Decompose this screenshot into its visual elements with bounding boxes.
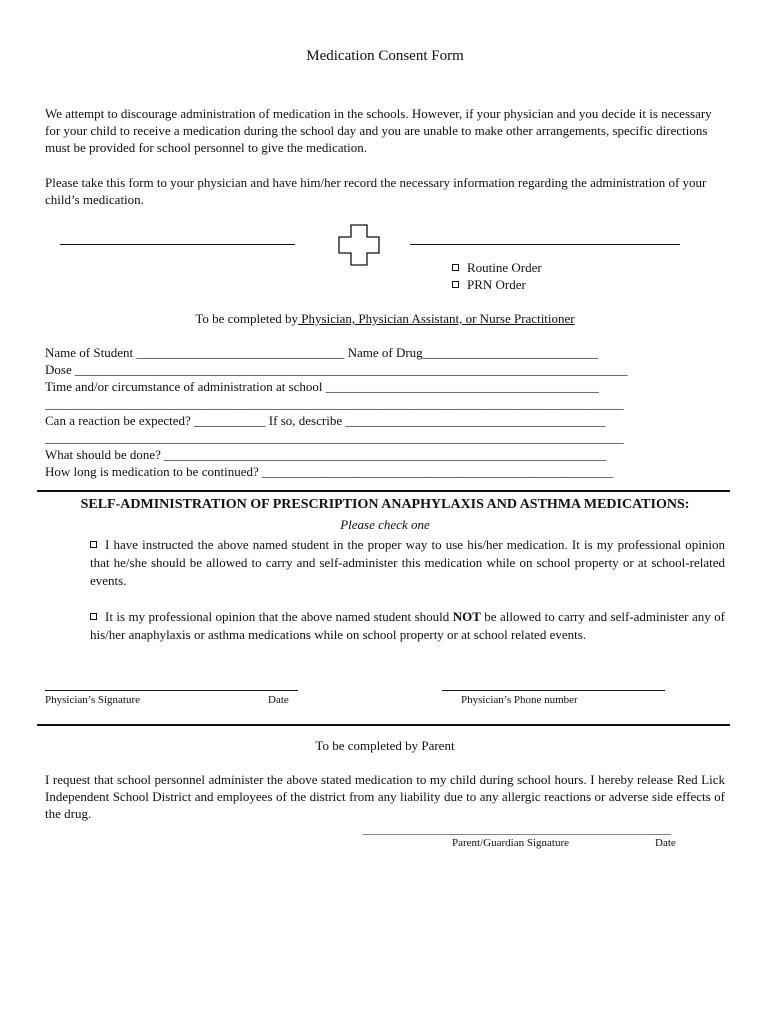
- student-drug-field[interactable]: Name of Student ________________________________ Name of Drug___________________________: [45, 345, 599, 360]
- physician-date-label: Date: [268, 694, 289, 706]
- self-admin-option-allowed[interactable]: [90, 536, 725, 590]
- routine-order-checkbox[interactable]: [452, 264, 459, 271]
- dose-field[interactable]: Dose _____________________________________________________________________________________: [45, 362, 628, 377]
- what-should-be-done-field[interactable]: What should be done? ____________________________________________________________________: [45, 447, 607, 462]
- parent-date-label: Date: [655, 837, 676, 849]
- self-admin-heading: SELF-ADMINISTRATION OF PRESCRIPTION ANAPHYLAXIS AND ASTHMA MEDICATIONS:: [80, 497, 690, 512]
- prn-order-label: PRN Order: [467, 277, 526, 292]
- routine-order-label: Routine Order: [467, 260, 542, 275]
- routine-order-option[interactable]: [452, 259, 542, 276]
- physician-phone-line[interactable]: [442, 690, 665, 691]
- option-not-allowed-text-a: It is my professional opinion that the above named student should: [105, 609, 453, 624]
- physician-signature-label: Physician’s Signature: [45, 694, 141, 706]
- option-allowed-text: I have instructed the above named student in the proper way to use his/her medication. It is my professional opinion that he/she should be allowed to carry and self-administer this medication while on school property or at school-related events.: [90, 537, 725, 588]
- prn-order-option[interactable]: [452, 276, 526, 293]
- time-circumstance-field[interactable]: Time and/or circumstance of administration at school __________________________________________: [45, 379, 599, 394]
- reaction-continuation[interactable]: _________________________________________________________________________________________: [45, 430, 624, 445]
- physician-section-who: Physician, Physician Assistant, or Nurse Practitioner: [298, 311, 575, 326]
- section-divider-2: [37, 724, 730, 726]
- self-admin-subheading: Please check one: [340, 517, 430, 532]
- parent-statement: I request that school personnel administer the above stated medication to my child during school hours. I hereby release Red Lick Independent School District and employees of the district from any liability due to any allergic reactions or adverse side effects of the drug.: [45, 772, 725, 821]
- physician-section-prefix: To be completed by: [195, 311, 299, 326]
- physician-signature-line[interactable]: [45, 690, 298, 691]
- option-not-allowed-checkbox[interactable]: [90, 613, 97, 620]
- form-title: Medication Consent Form: [306, 48, 464, 64]
- physician-section-heading: [0, 310, 770, 327]
- physician-phone-label: Physician’s Phone number: [461, 694, 578, 706]
- duration-field[interactable]: How long is medication to be continued? ______________________________________________________: [45, 464, 613, 479]
- physician-address-line[interactable]: [410, 244, 680, 245]
- parent-signature-label: Parent/Guardian Signature: [452, 837, 569, 849]
- reaction-field[interactable]: Can a reaction be expected? ___________ If so, describe ________________________________________: [45, 413, 606, 428]
- physician-name-line[interactable]: [60, 244, 295, 245]
- option-allowed-checkbox[interactable]: [90, 541, 97, 548]
- section-divider-1: [37, 490, 730, 492]
- parent-section-heading: To be completed by Parent: [315, 738, 455, 753]
- intro-paragraph-2: Please take this form to your physician and have him/her record the necessary information regarding the administration of your child’s medication.: [45, 175, 707, 207]
- time-circumstance-continuation[interactable]: _________________________________________________________________________________________: [45, 396, 624, 411]
- prn-order-checkbox[interactable]: [452, 281, 459, 288]
- medical-cross-icon: [338, 224, 380, 266]
- option-not-allowed-text-b: be allowed to carry and self-administer any of his/her anaphylaxis or asthma medications while on school property or at school related events.: [90, 609, 726, 642]
- parent-signature-line[interactable]: ________________________________________________________: [363, 824, 671, 836]
- self-admin-option-not-allowed[interactable]: [90, 608, 725, 644]
- option-not-emphasis: NOT: [452, 609, 481, 624]
- intro-paragraph-1: We attempt to discourage administration of medication in the schools. However, if your physician and you decide it is necessary for your child to receive a medication during the school day and you are unable to make other arrangements, specific directions must be provided for school personnel to give the medication.: [45, 106, 712, 155]
